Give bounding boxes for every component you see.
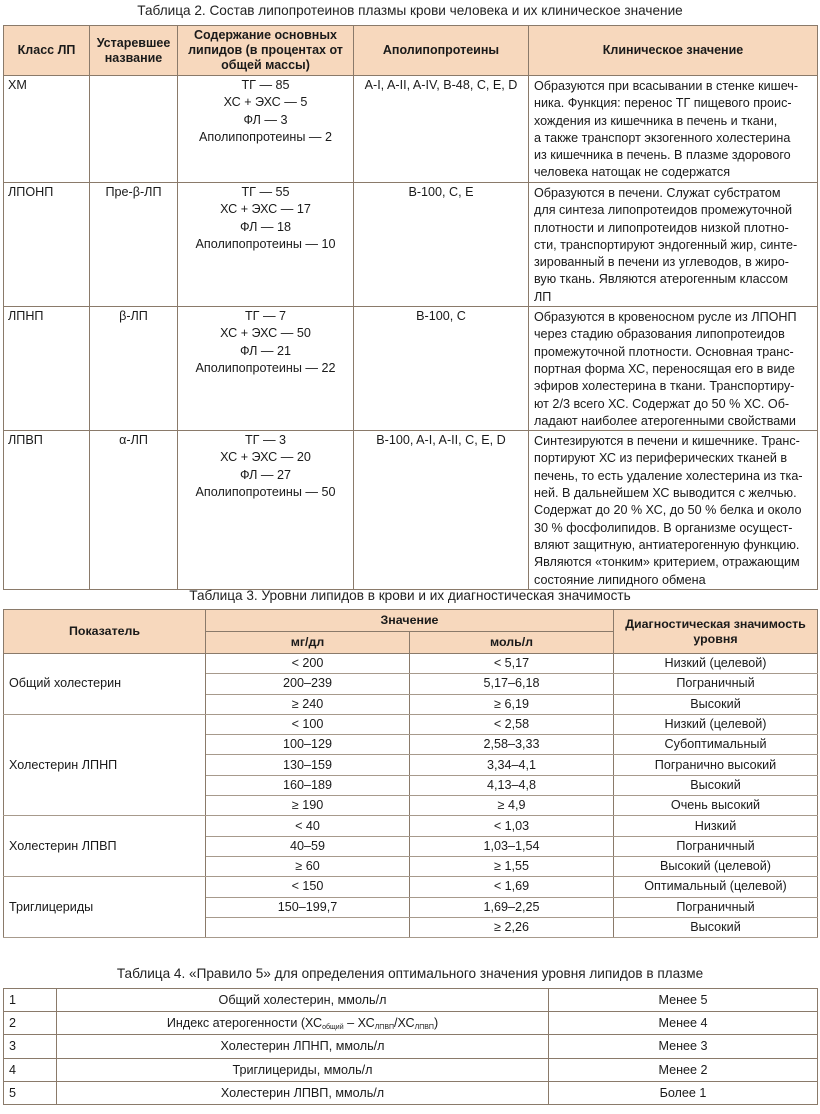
- value-mmol: ≥ 4,9: [410, 796, 614, 816]
- lipoprotein-row: [4, 183, 818, 307]
- lp-lipid-content: [178, 76, 354, 183]
- clinical-line: через стадию образования липопротеидов: [534, 327, 785, 342]
- significance: Погранично высокий: [614, 755, 818, 775]
- lipid-line: ФЛ — 18: [239, 219, 292, 234]
- clinical-line: ника. Функция: перенос ТГ пищевого проис-: [534, 96, 792, 111]
- lipid-level-row: [4, 654, 818, 674]
- lipoprotein-row: [4, 307, 818, 431]
- header-class: Класс ЛП: [4, 26, 90, 76]
- lp-clinical: [529, 431, 818, 590]
- rule-indicator: Общий холестерин, ммоль/л: [57, 989, 549, 1012]
- rule-number: 2: [4, 1012, 57, 1035]
- lp-apolipoproteins: B-100, C, E: [354, 183, 529, 307]
- table2-caption: Таблица 2. Состав липопротеинов плазмы крови человека и их клиническое значение: [137, 3, 683, 18]
- indicator-name: Общий холестерин: [4, 654, 206, 715]
- lp-lipid-content: [178, 431, 354, 590]
- rule-number: 1: [4, 989, 57, 1012]
- clinical-line: Образуются при всасывании в стенке кишеч-: [534, 79, 799, 93]
- rule-indicator: [57, 1012, 549, 1035]
- value-mgdl: [206, 917, 410, 937]
- lipid-line: ФЛ — 21: [239, 343, 292, 358]
- lp-apolipoproteins: B-100, A-I, A-II, C, E, D: [354, 431, 529, 590]
- atherogenic-index-part: ЛПВП: [374, 1023, 395, 1031]
- lp-class: ЛПОНП: [4, 183, 90, 307]
- clinical-line: человека натощак не содержатся: [534, 165, 731, 180]
- rule-value: Менее 2: [549, 1058, 818, 1081]
- value-mmol: < 5,17: [410, 654, 614, 674]
- clinical-line: портная форма ХС, переносящая его в виде: [534, 361, 795, 376]
- significance: Оптимальный (целевой): [614, 877, 818, 897]
- value-mmol: 1,69–2,25: [410, 897, 614, 917]
- clinical-line: плотности и липопротеидов низкой плотно-: [534, 220, 789, 235]
- lipid-line: ХС + ЭХС — 17: [220, 202, 311, 217]
- table4-caption: Таблица 4. «Правило 5» для определения оптимального значения уровня липидов в плазме: [116, 966, 704, 981]
- rule-number: 5: [4, 1081, 57, 1104]
- lp-apolipoproteins: B-100, C: [354, 307, 529, 431]
- significance: Пограничный: [614, 836, 818, 856]
- rule-row: [4, 1035, 818, 1058]
- clinical-line: состояние липидного обмена: [534, 572, 706, 587]
- atherogenic-index-part: ЛПВП: [414, 1023, 434, 1031]
- atherogenic-index-part: общий: [322, 1023, 344, 1031]
- lipid-line: ФЛ — 27: [239, 467, 292, 482]
- lp-lipid-content: [178, 307, 354, 431]
- lipid-levels-table: [3, 609, 818, 938]
- header-mgdl: мг/дл: [206, 632, 410, 654]
- rule-number: 3: [4, 1035, 57, 1058]
- lipid-line: ТГ — 55: [241, 185, 290, 199]
- lipid-level-row: [4, 714, 818, 734]
- lp-old-name: Пре-β-ЛП: [90, 183, 178, 307]
- clinical-line: сти, транспортируют эндогенный жир, синте-: [534, 237, 798, 252]
- lp-class: ЛПВП: [4, 431, 90, 590]
- table2-header-row: [4, 26, 818, 76]
- value-mmol: 2,58–3,33: [410, 735, 614, 755]
- value-mmol: < 2,58: [410, 714, 614, 734]
- lp-clinical: [529, 307, 818, 431]
- header-value: Значение: [206, 610, 614, 632]
- header-clinical: Клиническое значение: [529, 26, 818, 76]
- clinical-line: для синтеза липопротеидов промежуточной: [534, 203, 793, 218]
- rule-row: [4, 1081, 818, 1104]
- significance: Высокий: [614, 694, 818, 714]
- clinical-line: ладают наиболее атерогенными свойствами: [534, 413, 796, 428]
- clinical-line: Содержат до 20 % ХС, до 50 % белка и около: [534, 503, 802, 518]
- lp-class: ЛПНП: [4, 307, 90, 431]
- rule-value: Более 1: [549, 1081, 818, 1104]
- value-mgdl: ≥ 60: [206, 856, 410, 876]
- clinical-line: 30 % фосфолипидов. В организме осущест-: [534, 520, 793, 535]
- table3-caption: Таблица 3. Уровни липидов в крови и их диагностическая значимость: [189, 588, 631, 603]
- value-mmol: ≥ 6,19: [410, 694, 614, 714]
- lp-old-name: α-ЛП: [90, 431, 178, 590]
- value-mmol: ≥ 2,26: [410, 917, 614, 937]
- atherogenic-index-part: Индекс атерогенности (ХС: [166, 1015, 323, 1030]
- value-mgdl: 150–199,7: [206, 897, 410, 917]
- rule-indicator: Триглицериды, ммоль/л: [57, 1058, 549, 1081]
- lp-class: ХМ: [4, 76, 90, 183]
- value-mmol: 4,13–4,8: [410, 775, 614, 795]
- significance: Низкий: [614, 816, 818, 836]
- atherogenic-index-part: /ХС: [394, 1015, 415, 1030]
- indicator-name: Триглицериды: [4, 877, 206, 938]
- value-mmol: 5,17–6,18: [410, 674, 614, 694]
- value-mgdl: ≥ 240: [206, 694, 410, 714]
- value-mgdl: 160–189: [206, 775, 410, 795]
- rule-value: Менее 5: [549, 989, 818, 1012]
- lipid-line: Аполипопротеины — 22: [195, 360, 336, 375]
- value-mmol: ≥ 1,55: [410, 856, 614, 876]
- table3-header-row-1: [4, 610, 818, 632]
- significance: Высокий (целевой): [614, 856, 818, 876]
- header-indicator: Показатель: [4, 610, 206, 654]
- header-mmol: моль/л: [410, 632, 614, 654]
- significance: Высокий: [614, 775, 818, 795]
- rule-value: Менее 3: [549, 1035, 818, 1058]
- value-mgdl: < 150: [206, 877, 410, 897]
- lipid-level-row: [4, 877, 818, 897]
- lipid-line: Аполипопротеины — 2: [199, 129, 332, 144]
- lipoprotein-row: [4, 76, 818, 183]
- lipid-level-row: [4, 816, 818, 836]
- value-mgdl: ≥ 190: [206, 796, 410, 816]
- clinical-line: а также транспорт экзогенного холестерина: [534, 130, 791, 145]
- atherogenic-index-part: ): [433, 1015, 439, 1030]
- header-significance: Диагностическая значимость уровня: [614, 610, 818, 654]
- lipid-line: ТГ — 7: [244, 309, 287, 324]
- significance: Низкий (целевой): [614, 714, 818, 734]
- significance: Высокий: [614, 917, 818, 937]
- clinical-line: зированный в печени из углеводов, в жиро-: [534, 255, 789, 270]
- rule-indicator: Холестерин ЛПВП, ммоль/л: [57, 1081, 549, 1104]
- value-mgdl: < 200: [206, 654, 410, 674]
- significance: Субоптимальный: [614, 735, 818, 755]
- lipid-line: ФЛ — 3: [243, 112, 288, 127]
- lipid-line: ХС + ЭХС — 50: [220, 326, 311, 341]
- atherogenic-index-part: – ХС: [343, 1015, 375, 1030]
- clinical-line: Образуются в кровеносном русле из ЛПОНП: [534, 310, 797, 325]
- lp-lipid-content: [178, 183, 354, 307]
- lipid-line: ТГ — 85: [241, 78, 290, 92]
- rule-value: Менее 4: [549, 1012, 818, 1035]
- header-old-name: Устаревшее название: [90, 26, 178, 76]
- significance: Пограничный: [614, 674, 818, 694]
- indicator-name: Холестерин ЛПНП: [4, 714, 206, 815]
- rule-row: [4, 1058, 818, 1081]
- lipid-line: ХС + ЭХС — 5: [223, 95, 308, 110]
- significance: Низкий (целевой): [614, 654, 818, 674]
- lipoprotein-composition-table: [3, 25, 818, 590]
- header-lipid-content: Содержание основных липидов (в процентах от общей массы): [178, 26, 354, 76]
- lipid-line: Аполипопротеины — 10: [195, 236, 336, 251]
- clinical-line: вую ткань. Являются атерогенным классом: [534, 272, 789, 287]
- lipid-line: ХС + ЭХС — 20: [220, 450, 311, 465]
- clinical-line: печень, то есть удаление холестерина из тка-: [534, 468, 803, 483]
- clinical-line: ней. В дальнейшем ХС выводится с желчью.: [534, 486, 797, 501]
- lp-apolipoproteins: A-I, A-II, A-IV, B-48, C, E, D: [354, 76, 529, 183]
- clinical-line: ют 2/3 всего ХС. Содержат до 50 % ХС. Об-: [534, 396, 790, 411]
- header-apolipoproteins: Аполипопротеины: [354, 26, 529, 76]
- clinical-line: Синтезируются в печени и кишечнике. Транс-: [534, 434, 800, 449]
- value-mmol: 3,34–4,1: [410, 755, 614, 775]
- significance: Пограничный: [614, 897, 818, 917]
- value-mmol: < 1,03: [410, 816, 614, 836]
- rule-indicator: Холестерин ЛПНП, ммоль/л: [57, 1035, 549, 1058]
- rule-row: [4, 1012, 818, 1035]
- value-mmol: 1,03–1,54: [410, 836, 614, 856]
- clinical-line: Являются «тонким» критерием, отражающим: [534, 555, 800, 570]
- value-mgdl: 40–59: [206, 836, 410, 856]
- lipid-line: Аполипопротеины — 50: [195, 485, 336, 500]
- clinical-line: эфиров холестерина в ткани. Транспортиру-: [534, 379, 795, 394]
- lipoprotein-row: [4, 431, 818, 590]
- rule-of-5-table: [3, 988, 818, 1105]
- value-mgdl: 200–239: [206, 674, 410, 694]
- clinical-line: промежуточной плотности. Основная транс-: [534, 344, 794, 359]
- clinical-line: вляют защитную, антиатерогенную функцию.: [534, 537, 800, 552]
- clinical-line: из кишечника в печень. В плазме здорового: [534, 148, 791, 163]
- clinical-line: ЛП: [534, 289, 552, 304]
- clinical-line: хождения из кишечника в печень и ткани,: [534, 113, 778, 128]
- value-mgdl: 130–159: [206, 755, 410, 775]
- indicator-name: Холестерин ЛПВП: [4, 816, 206, 877]
- significance: Очень высокий: [614, 796, 818, 816]
- lp-clinical: [529, 76, 818, 183]
- lp-old-name: β-ЛП: [90, 307, 178, 431]
- rule-row: [4, 989, 818, 1012]
- rule-number: 4: [4, 1058, 57, 1081]
- lp-old-name: [90, 76, 178, 183]
- value-mgdl: 100–129: [206, 735, 410, 755]
- value-mgdl: < 40: [206, 816, 410, 836]
- value-mgdl: < 100: [206, 714, 410, 734]
- value-mmol: < 1,69: [410, 877, 614, 897]
- clinical-line: портируют ХС из периферических тканей в: [534, 451, 788, 466]
- lp-clinical: [529, 183, 818, 307]
- lipid-line: ТГ — 3: [244, 433, 287, 448]
- clinical-line: Образуются в печени. Служат субстратом: [534, 186, 781, 200]
